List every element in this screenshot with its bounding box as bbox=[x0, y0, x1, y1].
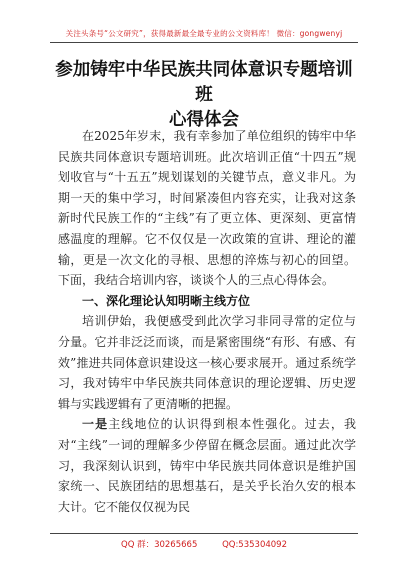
header-divider bbox=[50, 42, 358, 43]
section-1-paragraph-1: 培训伊始，我便感受到此次学习非同寻常的定位与分量。它并非泛泛而谈，而是紧密围绕“有形、有感、有效”推进共同体意识建设这一核心要求展开。通过系统学习，我对铸牢中华民族共同体意识的理论逻辑、历史逻辑与实践逻辑有了更清晰的把握。 bbox=[58, 314, 356, 411]
footer-qq-number: QQ:535304092 bbox=[222, 540, 287, 550]
section-1-paragraph-2 bbox=[58, 414, 356, 517]
document-body bbox=[58, 126, 356, 517]
footer-divider bbox=[50, 533, 358, 534]
footer-contact bbox=[0, 538, 408, 550]
intro-paragraph: 在2025年岁末，我有幸参加了单位组织的铸牢中华民族共同体意识专题培训班。此次培训正值“十四五”规划收官与“十五五”规划谋划的关键节点，意义非凡。为期一天的集中学习，时间紧凑但内容充实，让我对这条新时代民族工作的“主线”有了更立体、更深刻、更富情感温度的理解。它不仅仅是一次政策的宣讲、理论的灌输，更是一次文化的寻根、思想的淬炼与初心的回望。下面，我结合培训内容，谈谈个人的三点心得体会。 bbox=[58, 129, 356, 288]
point-one-text: 主线地位的认识得到根本性强化。过去，我对“主线”一词的理解多少停留在概念层面。通过此次学习，我深刻认识到，铸牢中华民族共同体意识是维护国家统一、民族团结的思想基石，是关乎长治久安的根本大计。它不能仅仅视为民 bbox=[58, 417, 356, 514]
document-title-line-1: 参加铸牢中华民族共同体意识专题培训班 bbox=[55, 60, 353, 105]
footer-qq-group: QQ 群：30265665 bbox=[121, 540, 198, 550]
point-one-lead: 一是 bbox=[82, 417, 109, 432]
section-1-heading: 一、深化理论认知明晰主线方位 bbox=[82, 293, 251, 308]
document-title-line-2: 心得体会 bbox=[169, 110, 239, 130]
document-title bbox=[50, 58, 358, 133]
header-promo-note: 关注头条号“公文研究”，获得最新最全最专业的公文资料库！ 微信：gongwenyj bbox=[65, 29, 343, 38]
